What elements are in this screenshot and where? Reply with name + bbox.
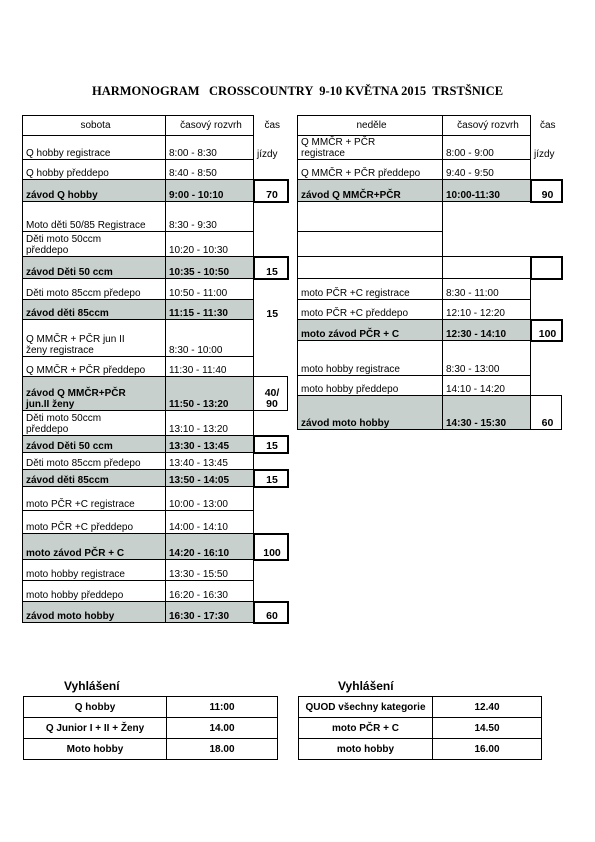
row-time: 8:30 - 11:00 (443, 279, 531, 300)
row-name: moto závod PČR + C (23, 534, 166, 560)
awards-title-left: Vyhlášení (64, 679, 120, 693)
row-time: 13:30 - 13:45 (166, 436, 254, 453)
row-cas (254, 560, 288, 581)
row-time: 12:30 - 14:10 (443, 320, 531, 341)
row-cas (254, 511, 288, 534)
row-time: 16:30 - 17:30 (166, 602, 254, 623)
award-time: 11:00 (167, 697, 278, 718)
row-name: Q MMČR + PČR registrace (298, 136, 443, 160)
row-cas: 15 (254, 470, 288, 487)
row-time: 8:00 - 9:00 (443, 136, 531, 160)
row-name: Děti moto 85ccm předepo (23, 279, 166, 300)
row-cas: 40/ 90 (254, 377, 288, 411)
row-name: závod moto hobby (23, 602, 166, 623)
award-name: Q Junior I + II + Ženy (24, 718, 167, 739)
row-cas: 70 (254, 180, 288, 202)
award-time: 12.40 (433, 697, 542, 718)
row-name: Q MMČR + PČR předdepo (298, 160, 443, 180)
row-cas (254, 320, 288, 357)
row-name: Moto děti 50/85 Registrace (23, 202, 166, 232)
row-name: závod Q MMČR+PČR jun.II ženy (23, 377, 166, 411)
row-name: závod Q MMČR+PČR (298, 180, 443, 202)
schedule-header: časový rozvrh (166, 116, 254, 136)
row-time: 14:10 - 14:20 (443, 376, 531, 396)
award-name: QUOD všechny kategorie (299, 697, 433, 718)
row-time: 13:40 - 13:45 (166, 453, 254, 470)
row-time: 9:40 - 9:50 (443, 160, 531, 180)
row-name: Děti moto 85ccm předepo (23, 453, 166, 470)
awards-table-right (298, 696, 542, 760)
row-cas: 15 (254, 257, 288, 279)
row-time: 10:50 - 11:00 (166, 279, 254, 300)
awards-title-right: Vyhlášení (338, 679, 394, 693)
awards-table-left (23, 696, 278, 760)
row-cas: 60 (254, 602, 288, 623)
row-name: Děti moto 50ccm předdepo (23, 411, 166, 436)
row-cas (254, 487, 288, 511)
row-time: 8:30 - 13:00 (443, 341, 531, 376)
row-time: 11:30 - 11:40 (166, 357, 254, 377)
award-time: 16.00 (433, 739, 542, 760)
award-time: 14.00 (167, 718, 278, 739)
row-time: 9:00 - 10:10 (166, 180, 254, 202)
day-header: sobota (23, 116, 166, 136)
row-cas (254, 232, 288, 257)
row-name: moto hobby registrace (298, 341, 443, 376)
row-time: 10:00 - 13:00 (166, 487, 254, 511)
row-time: 16:20 - 16:30 (166, 581, 254, 602)
row-time: 8:30 - 9:30 (166, 202, 254, 232)
row-name: závod Q hobby (23, 180, 166, 202)
row-time: 14:20 - 16:10 (166, 534, 254, 560)
row-name: závod děti 85ccm (23, 300, 166, 320)
jizdy-label: jízdy (257, 148, 278, 160)
row-time: 10:00-11:30 (443, 180, 531, 202)
award-time: 14.50 (433, 718, 542, 739)
award-time: 18.00 (167, 739, 278, 760)
cas-header: čas (264, 120, 281, 131)
row-name: moto PČR +C registrace (298, 279, 443, 300)
row-cas: 100 (254, 534, 288, 560)
jizdy-label: jízdy (534, 148, 555, 160)
schedule-header: časový rozvrh (443, 116, 531, 136)
sunday-schedule-table (297, 115, 563, 430)
row-cas (254, 279, 288, 300)
award-name: Moto hobby (24, 739, 167, 760)
row-name: závod moto hobby (298, 396, 443, 430)
row-cas: 15 (266, 307, 279, 320)
row-cas (254, 160, 288, 180)
row-name: Q MMČR + PČR předdepo (23, 357, 166, 377)
row-time: 13:30 - 15:50 (166, 560, 254, 581)
page-title: HARMONOGRAM CROSSCOUNTRY 9-10 KVĚTNA 2015 TRSTŠNICE (91, 84, 504, 98)
row-cas (254, 357, 288, 377)
row-time: 8:30 - 10:00 (166, 320, 254, 357)
award-name: moto hobby (299, 739, 433, 760)
row-time: 10:35 - 10:50 (166, 257, 254, 279)
row-cas (254, 411, 288, 436)
row-time: 11:50 - 13:20 (166, 377, 254, 411)
row-cas (254, 202, 288, 232)
row-time: 10:20 - 10:30 (166, 232, 254, 257)
row-cas (254, 453, 288, 470)
day-header: neděle (298, 116, 443, 136)
row-name: Děti moto 50ccm předdepo (23, 232, 166, 257)
row-name: moto PČR +C předdepo (23, 511, 166, 534)
row-name: závod Děti 50 ccm (23, 436, 166, 453)
row-time: 13:50 - 14:05 (166, 470, 254, 487)
saturday-schedule-table (22, 115, 289, 624)
row-cas: 100 (531, 320, 562, 341)
row-cas: 60 (531, 396, 562, 430)
row-cas: 90 (531, 180, 562, 202)
cas-header: čas (539, 120, 556, 131)
award-name: Q hobby (24, 697, 167, 718)
row-name: Q hobby předdepo (23, 160, 166, 180)
row-time: 13:10 - 13:20 (166, 411, 254, 436)
row-time: 14:30 - 15:30 (443, 396, 531, 430)
row-time: 14:00 - 14:10 (166, 511, 254, 534)
row-name: moto hobby předdepo (298, 376, 443, 396)
row-name: moto hobby předdepo (23, 581, 166, 602)
row-name: moto závod PČR + C (298, 320, 443, 341)
row-cas (254, 581, 288, 602)
row-time: 8:00 - 8:30 (166, 136, 254, 160)
row-time: 12:10 - 12:20 (443, 300, 531, 320)
row-name: moto PČR +C registrace (23, 487, 166, 511)
row-name: moto PČR +C předdepo (298, 300, 443, 320)
row-name: Q MMČR + PČR jun II ženy registrace (23, 320, 166, 357)
row-time: 8:40 - 8:50 (166, 160, 254, 180)
row-name: závod Děti 50 ccm (23, 257, 166, 279)
row-cas: 15 (254, 436, 288, 453)
row-time: 11:15 - 11:30 (166, 300, 254, 320)
award-name: moto PČR + C (299, 718, 433, 739)
row-name: Q hobby registrace (23, 136, 166, 160)
row-name: závod děti 85ccm (23, 470, 166, 487)
row-name: moto hobby registrace (23, 560, 166, 581)
